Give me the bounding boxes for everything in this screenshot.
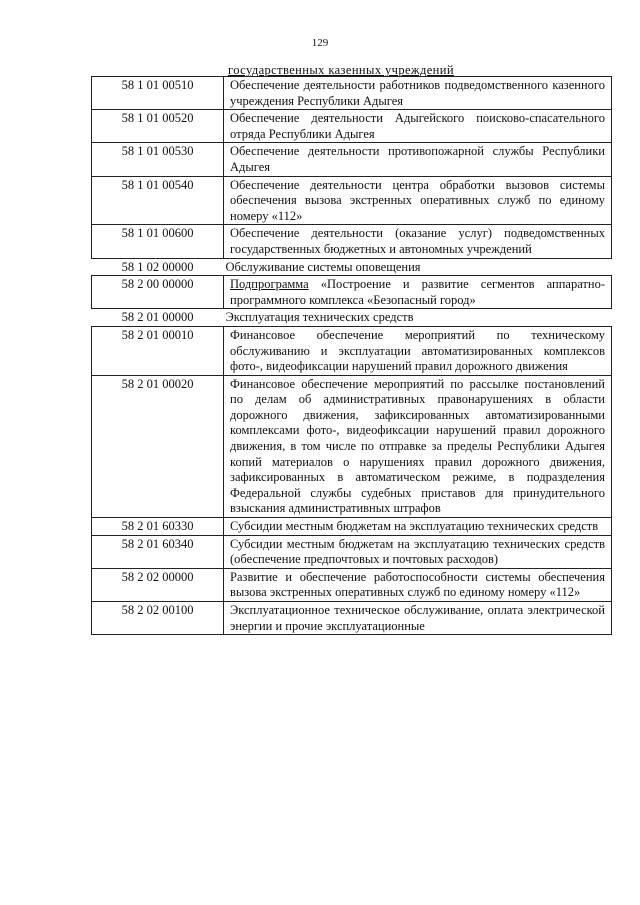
row-code: 58 1 01 00530 [92, 143, 224, 176]
row-description: Финансовое обеспечение мероприятий по техническому обслуживанию и эксплуатации автоматизированных комплексов фото-, видеофиксации нарушений правил дорожного движения [224, 326, 612, 375]
row-description: Обеспечение деятельности работников подведомственного казенного учреждения Республики Адыгея [224, 77, 612, 110]
row-description: Обеспечение деятельности Адыгейского поисково-спасательного отряда Республики Адыгея [224, 110, 612, 143]
table-row-section [92, 309, 612, 327]
row-code: 58 2 02 00100 [92, 602, 224, 635]
row-description: Обеспечение деятельности (оказание услуг) подведомственных государственных бюджетных и автономных учреждений [224, 225, 612, 258]
row-code: 58 1 02 00000 [121, 259, 194, 274]
table-row-section [92, 258, 612, 276]
table-row [92, 276, 612, 309]
subprogram-label: Подпрограмма [230, 277, 309, 292]
row-code: 58 1 01 00540 [92, 176, 224, 225]
row-description: Обеспечение деятельности центра обработки вызовов системы обеспечения вызова экстренных оперативных служб по единому номеру «112» [224, 176, 612, 225]
row-code: 58 1 01 00600 [92, 225, 224, 258]
table-row [92, 375, 612, 517]
table-row [92, 225, 612, 258]
table-row [92, 77, 612, 110]
row-description: Финансовое обеспечение мероприятий по рассылке постановлений по делам об административных правонарушениях в области дорожного движения, зафиксированных автоматизированными комплексами фото-, видеофиксации нарушений правил дорожного движения, в том числе по отправке за пределы Республики Адыгея копий материалов о нарушениях правил дорожного движения, зафиксированных в автоматическом режиме, в подразделения Федеральной службы судебных приставов для принудительного взыскания административных штрафов [224, 375, 612, 517]
table-row [92, 518, 612, 536]
row-description: Эксплуатационное техническое обслуживание, оплата электрической энергии и прочие эксплуатационные [224, 602, 612, 635]
row-code: 58 2 01 60340 [92, 535, 224, 568]
row-code: 58 2 02 00000 [92, 568, 224, 601]
row-code: 58 2 00 00000 [92, 276, 224, 309]
table-row [92, 535, 612, 568]
page-number: 129 [311, 37, 329, 49]
table-row [92, 602, 612, 635]
row-code: 58 1 01 00510 [92, 77, 224, 110]
budget-classification-table [91, 76, 612, 635]
row-code: 58 1 01 00520 [92, 110, 224, 143]
row-description: Обеспечение деятельности противопожарной службы Республики Адыгея [224, 143, 612, 176]
table-row [92, 176, 612, 225]
row-description: Субсидии местным бюджетам на эксплуатацию технических средств (обеспечение предпочтовых и почтовых расходов) [224, 535, 612, 568]
row-code: 58 2 01 00000 [121, 310, 194, 325]
table-row [92, 568, 612, 601]
row-description: Субсидии местным бюджетам на эксплуатацию технических средств [224, 518, 612, 536]
row-code: 58 2 01 00010 [92, 326, 224, 375]
row-code: 58 2 01 60330 [92, 518, 224, 536]
continued-heading-fragment: государственных казенных учреждений [228, 63, 454, 77]
row-code: 58 2 01 00020 [92, 375, 224, 517]
row-description [224, 276, 612, 309]
table-row [92, 326, 612, 375]
subprogram-title: «Построение и развитие сегментов аппаратно-программного комплекса «Безопасный город» [230, 277, 605, 307]
row-description: Развитие и обеспечение работоспособности системы обеспечения вызова экстренных оперативных служб по единому номеру «112» [224, 568, 612, 601]
row-description: Обслуживание системы оповещения [225, 259, 421, 274]
table-row [92, 110, 612, 143]
row-description: Эксплуатация технических средств [225, 310, 414, 325]
table-row [92, 143, 612, 176]
